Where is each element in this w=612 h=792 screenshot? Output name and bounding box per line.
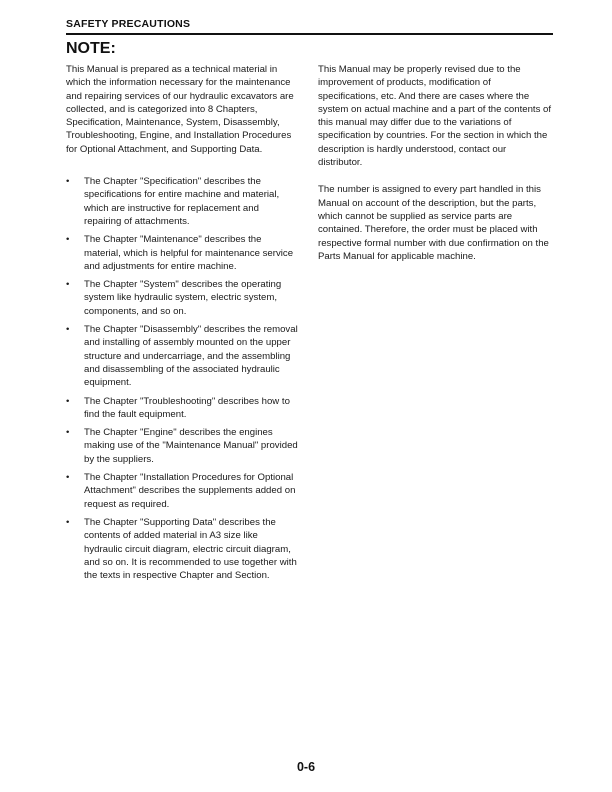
bullet-icon: • xyxy=(66,427,70,439)
parts-number-paragraph: The number is assigned to every part handled in this Manual on account of the description, but the parts, which cannot be supplied as service parts are contained. Therefore, the order must be placed with respective formal number with due confirmation on the Parts Manual for applicable machine. xyxy=(318,184,549,262)
bullet-icon: • xyxy=(66,395,70,407)
list-item-text: The Chapter "Disassembly" describes the removal and installing of assembly mounted on the upper structure and undercarriage, and the assembling and disassembling of the associated hydraulic equipment. xyxy=(84,324,298,389)
intro-paragraph: This Manual is prepared as a technical material in which the information necessary for the maintenance and repairing services of our hydraulic excavators are collected, and is categorized into 8 Chapters, Specification, Maintenance, System, Disassembly, Troubleshooting, Engine, and Installation Procedures for Optional Attachment, and Supporting Data. xyxy=(66,64,294,155)
bullet-icon: • xyxy=(66,516,70,528)
section-header-title: SAFETY PRECAUTIONS xyxy=(66,18,191,30)
list-item-text: The Chapter "Supporting Data" describes the contents of added material in A3 size like hydraulic circuit diagram, electric circuit diagram, and so on. It is recommended to use together with the texts in respective Chapter and Section. xyxy=(84,516,297,582)
list-item xyxy=(66,516,298,582)
list-item xyxy=(66,471,298,511)
list-item xyxy=(66,175,298,228)
bullet-icon: • xyxy=(66,176,70,188)
revision-paragraph: This Manual may be properly revised due to the improvement of products, modification of specifications, etc. And there are cases where the system on actual machine and a part of the contents of this manual may differ due to the variations of specification by countries. For the section in which the description is hardly understood, contact our distributor. xyxy=(318,64,552,169)
list-item xyxy=(66,395,298,422)
list-item xyxy=(66,278,298,318)
list-item-text: The Chapter "Installation Procedures for Optional Attachment" describes the supplements added on request as required. xyxy=(84,472,296,510)
list-item xyxy=(66,323,298,389)
bullet-icon: • xyxy=(66,324,70,336)
list-item-text: The Chapter "Engine" describes the engines making use of the "Maintenance Manual" provided by the suppliers. xyxy=(84,427,298,465)
right-column xyxy=(318,63,553,277)
bullet-icon: • xyxy=(66,472,70,484)
note-heading: NOTE: xyxy=(66,40,116,57)
list-item xyxy=(66,233,298,273)
list-item-text: The Chapter "Specification" describes the specifications for entire machine and material, which are instructive for replacement and repairing of attachments. xyxy=(84,176,280,227)
page-number: 0-6 xyxy=(296,760,316,774)
list-item xyxy=(66,426,298,466)
bullet-icon: • xyxy=(66,279,70,291)
left-column xyxy=(66,63,298,587)
header-divider xyxy=(66,33,553,35)
list-item-text: The Chapter "System" describes the operating system like hydraulic system, electric system, components, and so on. xyxy=(84,279,282,317)
bullet-icon: • xyxy=(66,234,70,246)
list-item-text: The Chapter "Maintenance" describes the material, which is helpful for maintenance service and adjustments for entire machine. xyxy=(84,234,294,272)
list-item-text: The Chapter "Troubleshooting" describes how to find the fault equipment. xyxy=(84,395,290,420)
chapter-list xyxy=(66,175,298,582)
